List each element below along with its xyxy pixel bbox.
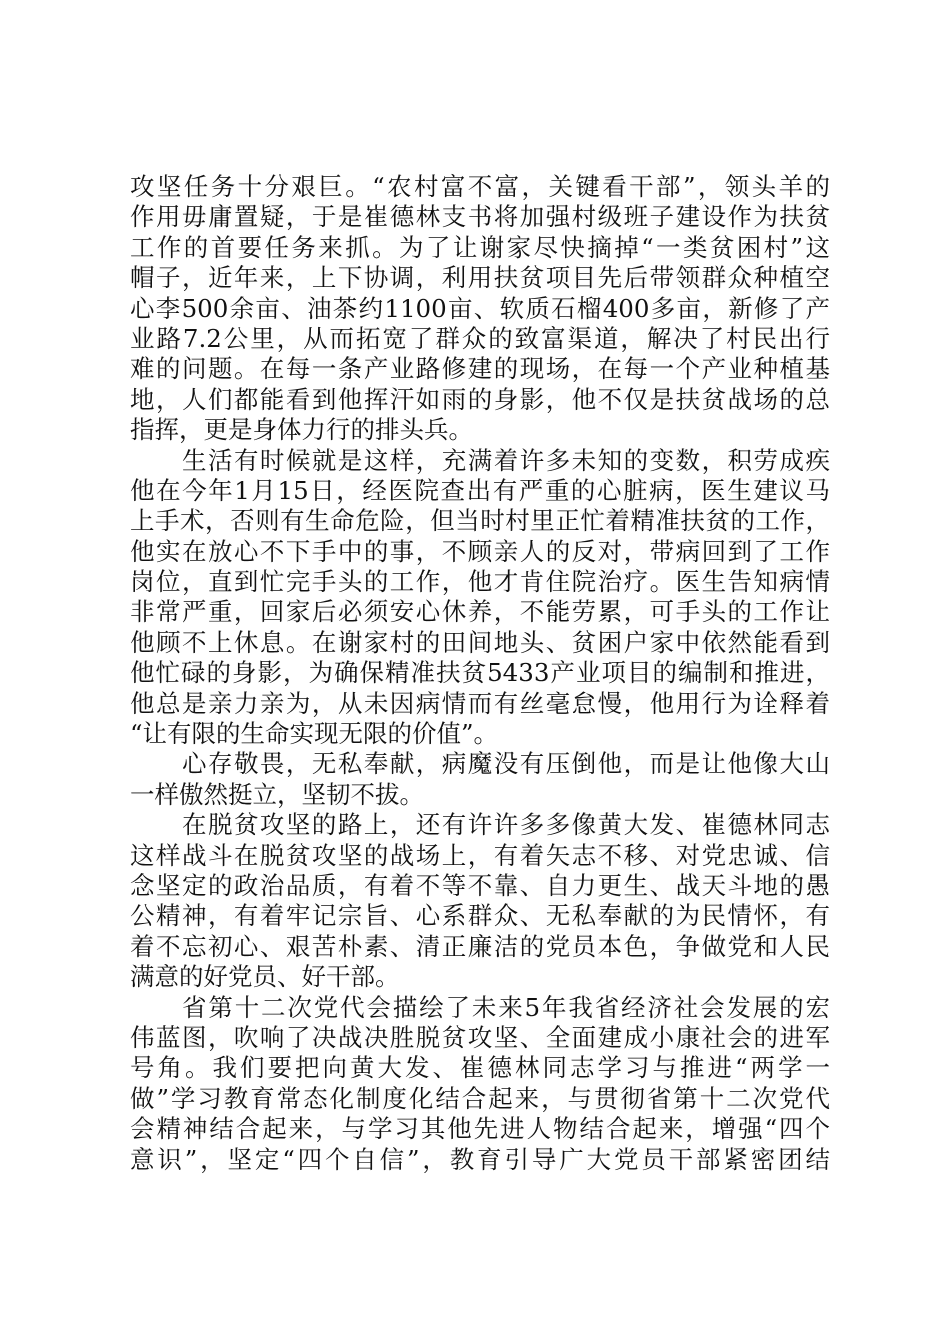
text-line: 这样战斗在脱贫攻坚的战场上，有着矢志不移、对党忠诚、信 [130,840,830,870]
text-line: 省第十二次党代会描绘了未来5年我省经济社会发展的宏 [182,992,830,1022]
text-line: 他在今年1月15日，经医院查出有严重的心脏病，医生建议马 [130,475,830,505]
text-line: 帽子，近年来，上下协调，利用扶贫项目先后带领群众种植空 [130,263,830,293]
text-line: 伟蓝图，吹响了决战决胜脱贫攻坚、全面建成小康社会的进军 [130,1022,830,1052]
text-line: 念坚定的政治品质，有着不等不靠、自力更生、战天斗地的愚 [130,870,830,900]
text-line: 心李500余亩、油茶约1100亩、软质石榴400多亩，新修了产 [130,293,830,323]
text-line: 他实在放心不下手中的事，不顾亲人的反对，带病回到了工作 [130,536,830,566]
text-line: 指挥，更是身体力行的排头兵。 [130,415,473,445]
text-line: 非常严重，回家后必须安心休养，不能劳累，可手头的工作让 [130,597,830,627]
text-line: “让有限的生命实现无限的价值”。 [130,719,499,749]
text-line: 业路7.2公里，从而拓宽了群众的致富渠道，解决了村民出行 [130,323,830,353]
text-line: 工作的首要任务来抓。为了让谢家尽快摘掉“一类贫困村”这 [130,232,830,262]
text-line: 心存敬畏，无私奉献，病魔没有压倒他，而是让他像大山 [182,749,830,779]
text-line: 着不忘初心、艰苦朴素、清正廉洁的党员本色，争做党和人民 [130,931,830,961]
text-line: 公精神，有着牢记宗旨、心系群众、无私奉献的为民情怀，有 [130,901,830,931]
text-line: 号角。我们要把向黄大发、崔德林同志学习与推进“两学一 [130,1053,830,1083]
text-line: 他顾不上休息。在谢家村的田间地头、贫困户家中依然能看到 [130,627,830,657]
text-line: 做”学习教育常态化制度化结合起来，与贯彻省第十二次党代 [130,1083,830,1113]
text-line: 一样傲然挺立，坚韧不拔。 [130,779,424,809]
text-line: 在脱贫攻坚的路上，还有许许多多像黄大发、崔德林同志 [182,810,830,840]
text-line: 满意的好党员、好干部。 [130,962,400,992]
text-line: 上手术，否则有生命危险，但当时村里正忙着精准扶贫的工作， [130,506,830,536]
paragraph-5 [130,993,830,1175]
paragraph-4 [130,810,830,992]
text-line: 地，人们都能看到他挥汗如雨的身影，他不仅是扶贫战场的总 [130,384,830,414]
text-line: 作用毋庸置疑，于是崔德林支书将加强村级班子建设作为扶贫 [130,202,830,232]
text-line: 会精神结合起来，与学习其他先进人物结合起来，增强“四个 [130,1114,830,1144]
paragraph-3 [130,749,830,810]
document-body [130,172,830,1175]
text-line: 意识”，坚定“四个自信”，教育引导广大党员干部紧密团结 [130,1144,830,1174]
paragraph-1 [130,172,830,446]
text-line: 难的问题。在每一条产业路修建的现场，在每一个产业种植基 [130,354,830,384]
text-line: 他总是亲力亲为，从未因病情而有丝毫怠慢，他用行为诠释着 [130,688,830,718]
text-line: 岗位，直到忙完手头的工作，他才肯住院治疗。医生告知病情 [130,567,830,597]
text-line: 攻坚任务十分艰巨。“农村富不富，关键看干部”，领头羊的 [130,172,830,201]
text-line: 他忙碌的身影，为确保精准扶贫5433产业项目的编制和推进， [130,658,830,688]
paragraph-2 [130,446,830,750]
text-line: 生活有时候就是这样，充满着许多未知的变数，积劳成疾 [182,445,830,475]
